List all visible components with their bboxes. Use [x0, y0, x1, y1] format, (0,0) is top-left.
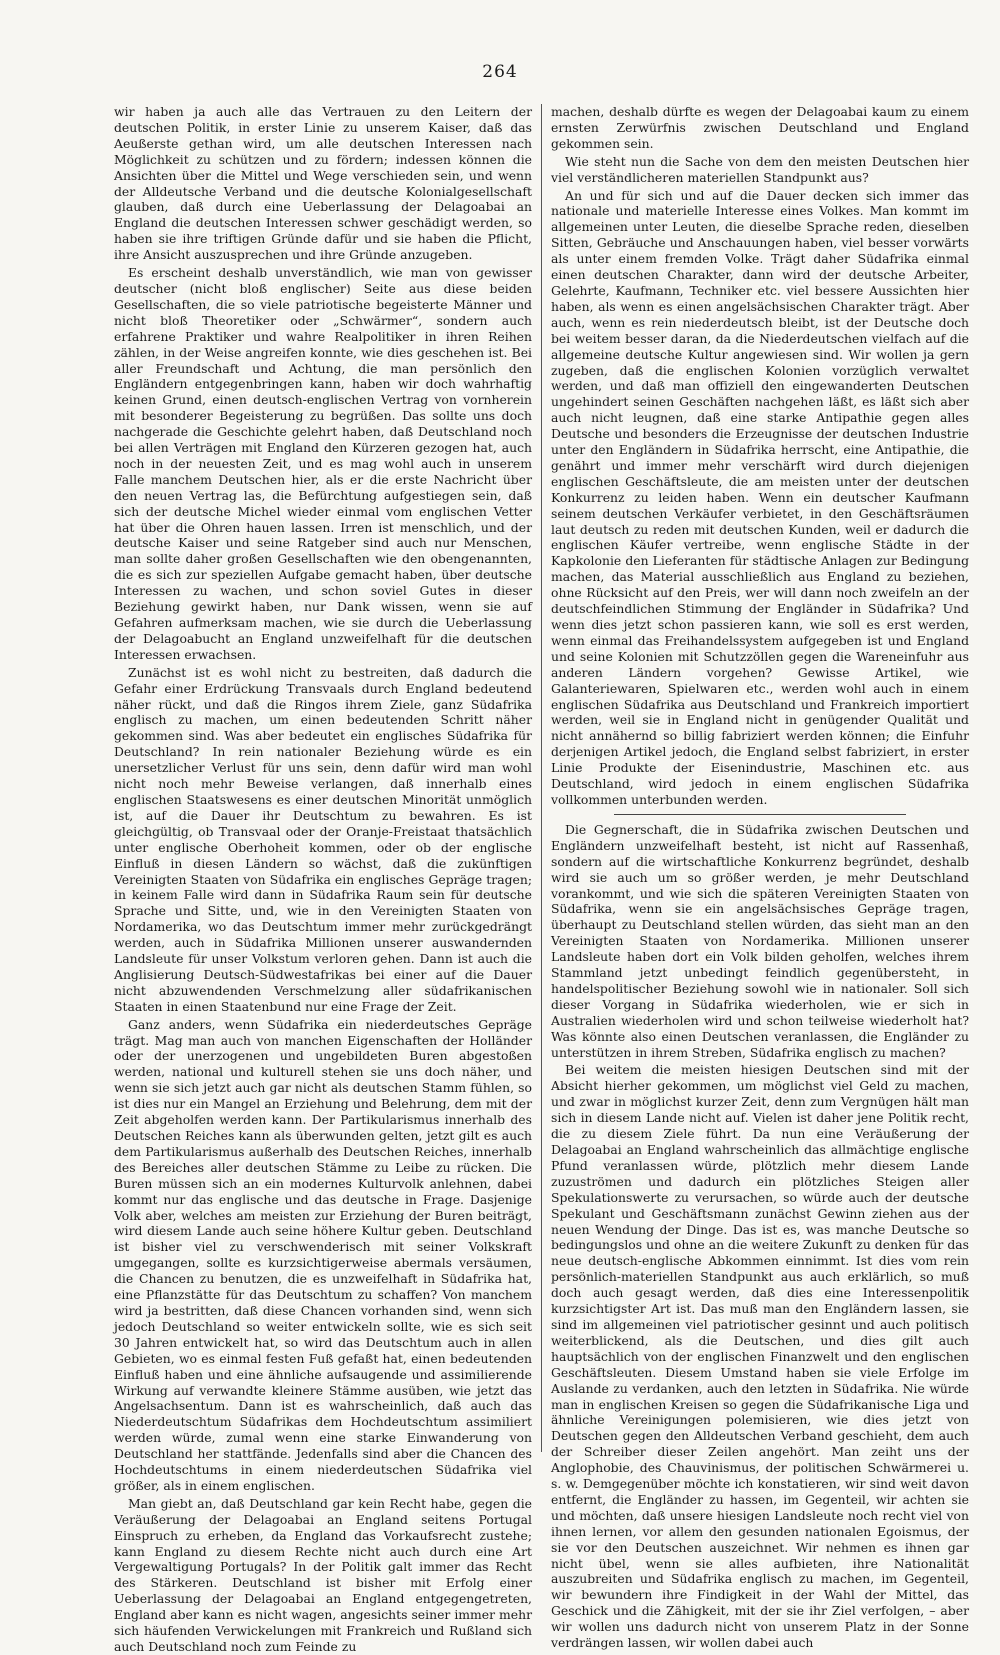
right-paragraph-4: Die Gegnerschaft, die in Südafrika zwischen Deutschen und Engländern unzweifelhaft besteht, ist nicht auf Rassenhaß, sondern auf die wirtschaftliche Konkurrenz begründet, deshalb wird sie auch um so größer werden, je mehr Deutschland vorankommt, und wie sich die späteren Vereinigten Staaten von Südafrika, wenn sie ein angelsächsisches Gepräge tragen, überhaupt zu Deutschland stellen würden, das sieht man an den Vereinigten Staaten von Nordamerika. Millionen unserer Landsleute haben dort ein Volk bilden geholfen, welches ihrem Stammland jetzt unbedingt feindlich gegenübersteht, in handelspolitischer Beziehung sowohl wie in nationaler. Soll sich dieser Vorgang in Südafrika wiederholen, wie er sich in Australien wiederholen wird und schon teilweise wiederholt hat? Was könnte also einen Deutschen veranlassen, die Engländer zu unterstützen in ihrem Streben, Südafrika englisch zu machen?: [551, 821, 969, 1060]
left-paragraph-5: Man giebt an, daß Deutschland gar kein Recht habe, gegen die Veräußerung der Delagoabai an England seitens Portugal Einspruch zu erheben, da England das Vorkaufsrecht zustehe; kann England zu diesem Rechte nicht auch durch eine Art Vergewaltigung Portugals? In der Politik galt immer das Recht des Stärkeren. Deutschland ist bisher mit Erfolg einer Ueberlassung der Delagoabai an England entgegengetreten, England aber kann es nicht wagen, angesichts seiner immer mehr sich häufenden Verwickelungen mit Frankreich und Rußland sich auch Deutschland noch zum Feinde zu: [114, 1495, 532, 1654]
left-paragraph-4: Ganz anders, wenn Südafrika ein niederdeutsches Gepräge trägt. Mag man auch von manchen Eigenschaften der Holländer oder der unerzogenen und ungebildeten Buren abgestoßen werden, national und kulturell stehen sie uns doch näher, und wenn sie sich jetzt auch gar nicht als deutschen Stamm fühlen, so ist dies nur ein Mangel an Erziehung und Belehrung, dem mit der Zeit abgeholfen werden kann. Der Partikularismus innerhalb des Deutschen Reiches kann als überwunden gelten, jetzt gilt es auch dem Partikularismus außerhalb des Deutschen Reiches, innerhalb des Bereiches aller deutschen Stämme zu Leibe zu rücken. Die Buren müssen sich an ein modernes Kulturvolk anlehnen, dabei kommt nur das englische und das deutsche in Frage. Dasjenige Volk aber, welches am meisten zur Erziehung der Buren beiträgt, wird diesem Lande auch seine höhere Kultur geben. Deutschland ist bisher viel zu verschwenderisch mit seiner Volkskraft umgegangen, sollte es kurzsichtigerweise abermals versäumen, die Chancen zu benutzen, die es unzweifelhaft in Südafrika hat, eine Pflanzstätte für das Deutschtum zu schaffen? Von manchem wird ja bestritten, daß diese Chancen vorhanden sind, wenn sich jedoch Deutschland so weiter entwickeln sollte, wie es sich seit 30 Jahren entwickelt hat, so wird das Deutschtum auch in allen Gebieten, wo es einmal festen Fuß gefaßt hat, einen bedeutenden Einfluß haben und eine ähnliche aufsaugende und assimilierende Wirkung auf verwandte kleinere Stämme ausüben, wie jetzt das Angelsachsentum. Dann ist es wahrscheinlich, daß auch das Niederdeutschtum Südafrikas dem Hochdeutschtum assimiliert werden würde, zumal wenn eine starke Einwanderung von Deutschland her stattfände. Jedenfalls sind aber die Chancen des Hochdeutschtums in einem niederdeutschen Südafrika viel größer, als in einem englischen.: [114, 1016, 532, 1493]
left-paragraph-2: Es erscheint deshalb unverständlich, wie man von gewisser deutscher (nicht bloß englischer) Seite aus diese beiden Gesellschaften, die so viele patriotische begeisterte Männer und nicht bloß Theoretiker oder „Schwärmer“, sondern auch erfahrene Praktiker und wahre Realpolitiker in ihren Reihen zählen, in der Weise angreifen konnte, wie dies geschehen ist. Bei aller Freundschaft und Achtung, die man persönlich den Engländern entgegenbringen kann, haben wir doch wahrhaftig keinen Grund, einen deutsch-englischen Vertrag von vornherein mit besonderer Begeisterung zu begrüßen. Das sollte uns doch nachgerade die Geschichte gelehrt haben, daß Deutschland noch bei allen Verträgen mit England den Kürzeren gezogen hat, auch noch in der neuesten Zeit, und es mag wohl auch in unserem Falle manchem Deutschen hier, als er die erste Nachricht über den neuen Vertrag las, die Befürchtung aufgestiegen sein, daß sich der deutsche Michel wieder einmal vom englischen Vetter hat über die Ohren hauen lassen. Irren ist menschlich, und der deutsche Kaiser und seine Ratgeber sind auch nur Menschen, man sollte daher großen Gesellschaften wie den obengenannten, die es sich zur speziellen Aufgabe gemacht haben, über deutsche Interessen zu wachen, und schon soviel Gutes in dieser Beziehung gewirkt haben, nur Dank wissen, wenn sie auf Gefahren aufmerksam machen, wie sie durch die Ueberlassung der Delagoabucht an England unzweifelhaft für die deutschen Interessen erwachsen.: [114, 265, 532, 662]
right-paragraph-5: Bei weitem die meisten hiesigen Deutschen sind mit der Absicht hierher gekommen, um möglichst viel Geld zu machen, und zwar in möglichst kurzer Zeit, denn zum Vergnügen hält man sich in diesem Lande nicht auf. Vielen ist daher jene Politik recht, die zu diesem Ziele führt. Da nun eine Veräußerung der Delagoabai an England wahrscheinlich das allmächtige englische Pfund veranlassen würde, plötzlich mehr diesem Lande zuzuströmen und dadurch ein plötzliches Steigen aller Spekulationswerte zu verursachen, so würde auch der deutsche Spekulant und Geschäftsmann zunächst Gewinn ziehen aus der neuen Wendung der Dinge. Das ist es, was manche Deutsche so bedingungslos und ohne an die weitere Zukunft zu denken für das neue deutsch-englische Abkommen einnimmt. Ist dies vom rein persönlich-materiellen Standpunkt aus auch erklärlich, so muß doch auch gesagt werden, daß dies eine Interessenpolitik kurzsichtigster Art ist. Das muß man den Engländern lassen, sie sind im allgemeinen viel patriotischer gesinnt und auch politisch weiterblickend, als die Deutschen, und dies gilt auch hauptsächlich von der englischen Finanzwelt und den englischen Geschäftsleuten. Diesem Umstand haben sie viele Erfolge im Auslande zu verdanken, auch den letzten in Südafrika. Nie würde man in englischen Kreisen so gegen die Südafrikanische Liga und ähnliche Vereinigungen polemisieren, wie dies jetzt von Deutschen gegen den Alldeutschen Verband geschieht, dem auch der Schreiber dieser Zeilen angehört. Man zeiht uns der Anglophobie, des Chauvinismus, der politischen Schwärmerei u. s. w. Demgegenüber möchte ich konstatieren, wir sind weit davon entfernt, die Engländer zu hassen, im Gegenteil, wir achten sie und möchten, daß unsere hiesigen Landsleute noch recht viel von ihnen lernen, vor allem den gesunden nationalen Egoismus, der sie vor den Deutschen auszeichnet. Wir nehmen es ihnen gar nicht übel, wenn sie alles aufbieten, ihre Nationalität auszubreiten und Südafrika englisch zu machen, im Gegenteil, wir bewundern ihre Findigkeit in der Wahl der Mittel, das Geschick und die Zähigkeit, mit der sie ihr Ziel verfolgen, – aber wir wollen uns dadurch nicht von unserem Platz in der Sonne verdrängen lassen, wir wollen dabei auch: [551, 1062, 969, 1651]
right-paragraph-2: Wie steht nun die Sache von dem den meisten Deutschen hier viel verständlicheren materiellen Standpunkt aus?: [551, 153, 969, 185]
right-column: [551, 104, 969, 1651]
column-rule: [541, 104, 542, 1452]
left-column: [114, 104, 532, 1654]
right-paragraph-1: machen, deshalb dürfte es wegen der Delagoabai kaum zu einem ernsten Zerwürfnis zwischen Deutschland und England gekommen sein.: [551, 104, 969, 151]
left-paragraph-1: wir haben ja auch alle das Vertrauen zu den Leitern der deutschen Politik, in erster Linie zu unserem Kaiser, daß das Aeußerste gethan wird, um alle deutschen Interessen nach Möglichkeit zu schützen und zu fördern; indessen können die Ansichten über die Mittel und Wege verschieden sein, und wenn der Alldeutsche Verband und die deutsche Kolonialgesellschaft glauben, daß durch eine Ueberlassung der Delagoabai an England die deutschen Interessen schwer geschädigt werden, so haben sie ihre triftigen Gründe dafür und sie haben die Pflicht, ihre Ansicht auszusprechen und ihre Gründe anzugeben.: [114, 104, 532, 263]
section-separator: [614, 814, 907, 815]
right-paragraph-3: An und für sich und auf die Dauer decken sich immer das nationale und materielle Interesse eines Volkes. Man kommt im allgemeinen unter Leuten, die dieselbe Sprache reden, dieselben Sitten, Gebräuche und Anschauungen haben, viel besser vorwärts als unter einem fremden Volke. Trägt daher Südafrika einmal einen deutschen Charakter, dann wird der deutsche Arbeiter, Gelehrte, Kaufmann, Techniker etc. viel bessere Aussichten hier haben, als wenn es einen angelsächsischen Charakter trägt. Aber auch, wenn es rein niederdeutsch bleibt, ist der Deutsche doch bei weitem besser daran, da die Niederdeutschen vielfach auf die allgemeine deutsche Kultur angewiesen sind. Wir wollen ja gern zugeben, daß die englischen Kolonien vorzüglich verwaltet werden, und daß man offiziell den eingewanderten Deutschen ungehindert seinen Geschäften nachgehen läßt, es läßt sich aber auch nicht leugnen, daß eine starke Antipathie gegen alles Deutsche und besonders die Erzeugnisse der deutschen Industrie unter den Engländern in Südafrika herrscht, eine Antipathie, die genährt und immer mehr verschärft wird durch diejenigen englischen Geschäftsleute, die am meisten unter der deutschen Konkurrenz zu leiden haben. Wenn ein deutscher Kaufmann seinem deutschen Verkäufer verbietet, in den Geschäftsräumen laut deutsch zu reden mit deutschen Kunden, weil er dadurch die englischen Käufer vertreibe, wenn englische Städte in der Kapkolonie den Lieferanten für städtische Anlagen zur Bedingung machen, das Material ausschließlich aus England zu beziehen, ohne Rücksicht auf den Preis, wer will dann noch zweifeln an der deutschfeindlichen Stimmung der Engländer in Südafrika? Und wenn dies jetzt schon passieren kann, wie soll es erst werden, wenn einmal das Freihandelssystem aufgegeben ist und England und seine Kolonien mit Schutzzöllen gegen die Wareneinfuhr aus anderen Ländern vorgehen? Gewisse Artikel, wie Galanteriewaren, Spielwaren etc., werden wohl auch in einem englischen Südafrika aus Deutschland und Frankreich importiert werden, weil sie in England nicht in genügender Qualität und nicht annähernd so billig fabriziert werden können; die Einfuhr derjenigen Artikel jedoch, die England selbst fabriziert, in erster Linie Produkte der Eisenindustrie, Maschinen etc. aus Deutschland, wird jedoch in einem englischen Südafrika vollkommen unterbunden werden.: [551, 187, 969, 807]
left-paragraph-3: Zunächst ist es wohl nicht zu bestreiten, daß dadurch die Gefahr einer Erdrückung Transvaals durch England bedeutend näher rückt, und daß die Ringos ihrem Ziele, ganz Südafrika englisch zu machen, um einen bedeutenden Schritt näher gekommen sind. Was aber bedeutet ein englisches Südafrika für Deutschland? In rein nationaler Beziehung würde es ein unersetzlicher Verlust für uns sein, denn dafür wird man wohl nicht noch mehr Beweise verlangen, daß innerhalb eines englischen Staatswesens es einer deutschen Minorität unmöglich ist, auf die Dauer ihr Deutschtum zu bewahren. Es ist gleichgültig, ob Transvaal oder der Oranje-Freistaat thatsächlich unter englische Oberhoheit kommen, oder ob der englische Einfluß in diesen Ländern so wächst, daß die zukünftigen Vereinigten Staaten von Südafrika ein englisches Gepräge tragen; in keinem Falle wird dann in Südafrika Raum sein für deutsche Sprache und Sitte, und, wie in den Vereinigten Staaten von Nordamerika, wo das Deutschtum immer mehr zurückgedrängt werden, auch in Südafrika Millionen unserer auswandernden Landsleute für unser Volkstum verloren gehen. Dann ist auch die Anglisierung Deutsch-Südwestafrikas bei einer auf die Dauer nicht abzuwendenden Verschmelzung aller südafrikanischen Staaten in einen Staatenbund nur eine Frage der Zeit.: [114, 664, 532, 1014]
page-number: 264: [482, 62, 518, 82]
